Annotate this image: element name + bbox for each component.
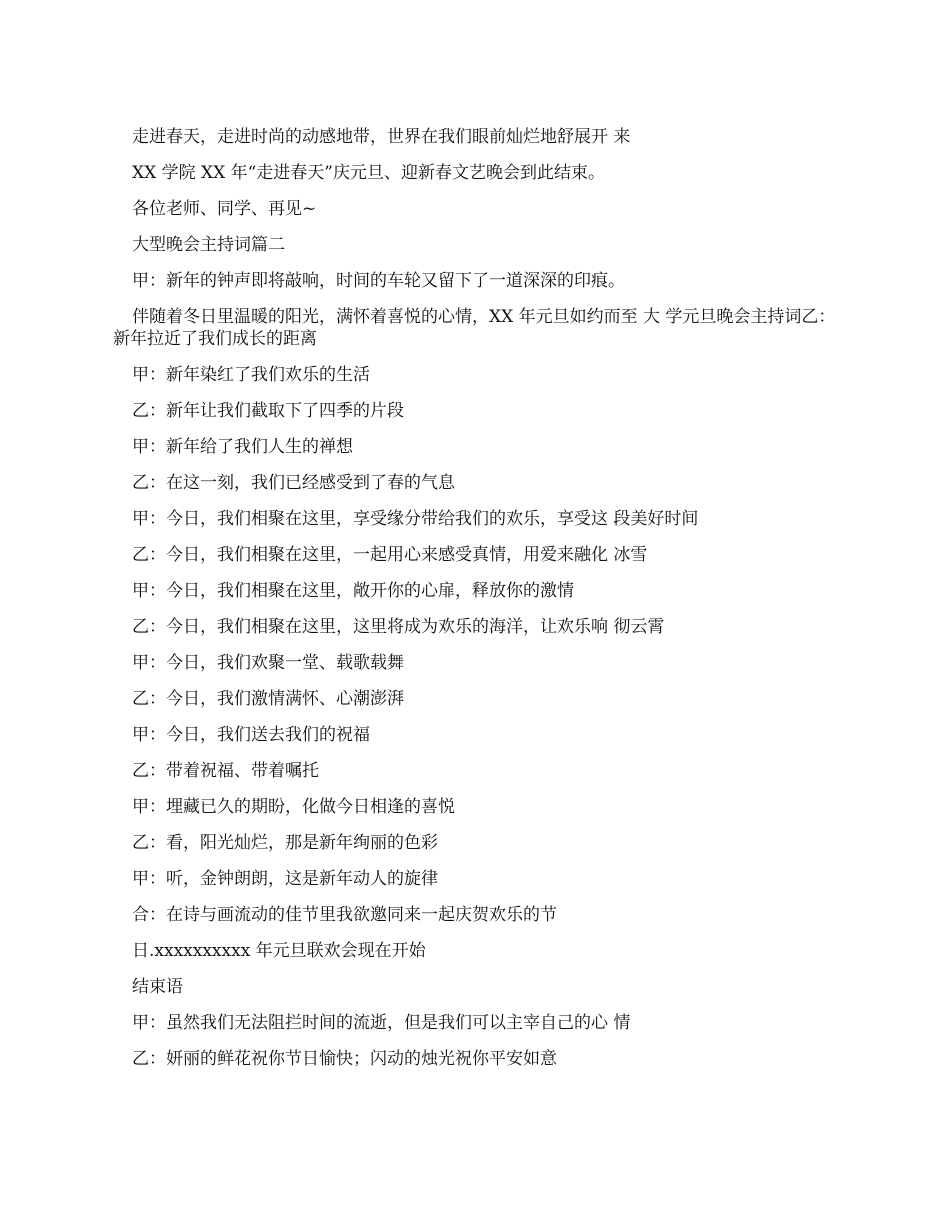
paragraph: 甲：新年给了我们人生的禅想 <box>132 437 353 457</box>
section-heading: 结束语 <box>132 977 183 997</box>
paragraph: 甲：听，金钟朗朗，这是新年动人的旋律 <box>132 869 438 889</box>
paragraph: 甲：新年的钟声即将敲响，时间的车轮又留下了一道深深的印痕。 <box>132 271 625 291</box>
paragraph: 甲：今日，我们送去我们的祝福 <box>132 725 370 745</box>
paragraph: 甲：今日，我们欢聚一堂、载歌载舞 <box>132 653 404 673</box>
paragraph: 甲：今日，我们相聚在这里，享受缘分带给我们的欢乐，享受这 段美好时间 <box>132 509 699 529</box>
paragraph: 乙：今日，我们相聚在这里，这里将成为欢乐的海洋，让欢乐响 彻云霄 <box>132 617 665 637</box>
paragraph: 甲：新年染红了我们欢乐的生活 <box>132 365 370 385</box>
paragraph: 伴随着冬日里温暖的阳光，满怀着喜悦的心情，XX 年元旦如约而至 大 学元旦晚会主持词乙：新年拉近了我们成长的距离 <box>113 307 836 349</box>
paragraph: 各位老师、同学、再见~ <box>132 199 317 219</box>
paragraph: 乙：在这一刻，我们已经感受到了春的气息 <box>132 473 455 493</box>
paragraph: 日.xxxxxxxxxx 年元旦联欢会现在开始 <box>132 941 426 961</box>
paragraph: 乙：带着祝福、带着嘱托 <box>132 761 319 781</box>
paragraph: 甲：今日，我们相聚在这里，敞开你的心扉，释放你的激情 <box>132 581 574 601</box>
paragraph: XX 学院 XX 年“走进春天”庆元旦、迎新春文艺晚会到此结束。 <box>132 163 606 183</box>
paragraph: 合：在诗与画流动的佳节里我欲邀同来一起庆贺欢乐的节 <box>132 905 557 925</box>
paragraph: 乙：看，阳光灿烂，那是新年绚丽的色彩 <box>132 833 438 853</box>
paragraph: 乙：今日，我们激情满怀、心潮澎湃 <box>132 689 404 709</box>
section-heading: 大型晚会主持词篇二 <box>132 235 285 255</box>
paragraph: 乙：新年让我们截取下了四季的片段 <box>132 401 404 421</box>
paragraph: 乙：妍丽的鲜花祝你节日愉快；闪动的烛光祝你平安如意 <box>132 1049 557 1069</box>
paragraph: 甲：埋藏已久的期盼，化做今日相逢的喜悦 <box>132 797 455 817</box>
paragraph: 甲：虽然我们无法阻拦时间的流逝，但是我们可以主宰自己的心 情 <box>132 1013 631 1033</box>
paragraph: 走进春天，走进时尚的动感地带，世界在我们眼前灿烂地舒展开 来 <box>132 127 631 147</box>
paragraph: 乙：今日，我们相聚在这里，一起用心来感受真情，用爱来融化 冰雪 <box>132 545 648 565</box>
